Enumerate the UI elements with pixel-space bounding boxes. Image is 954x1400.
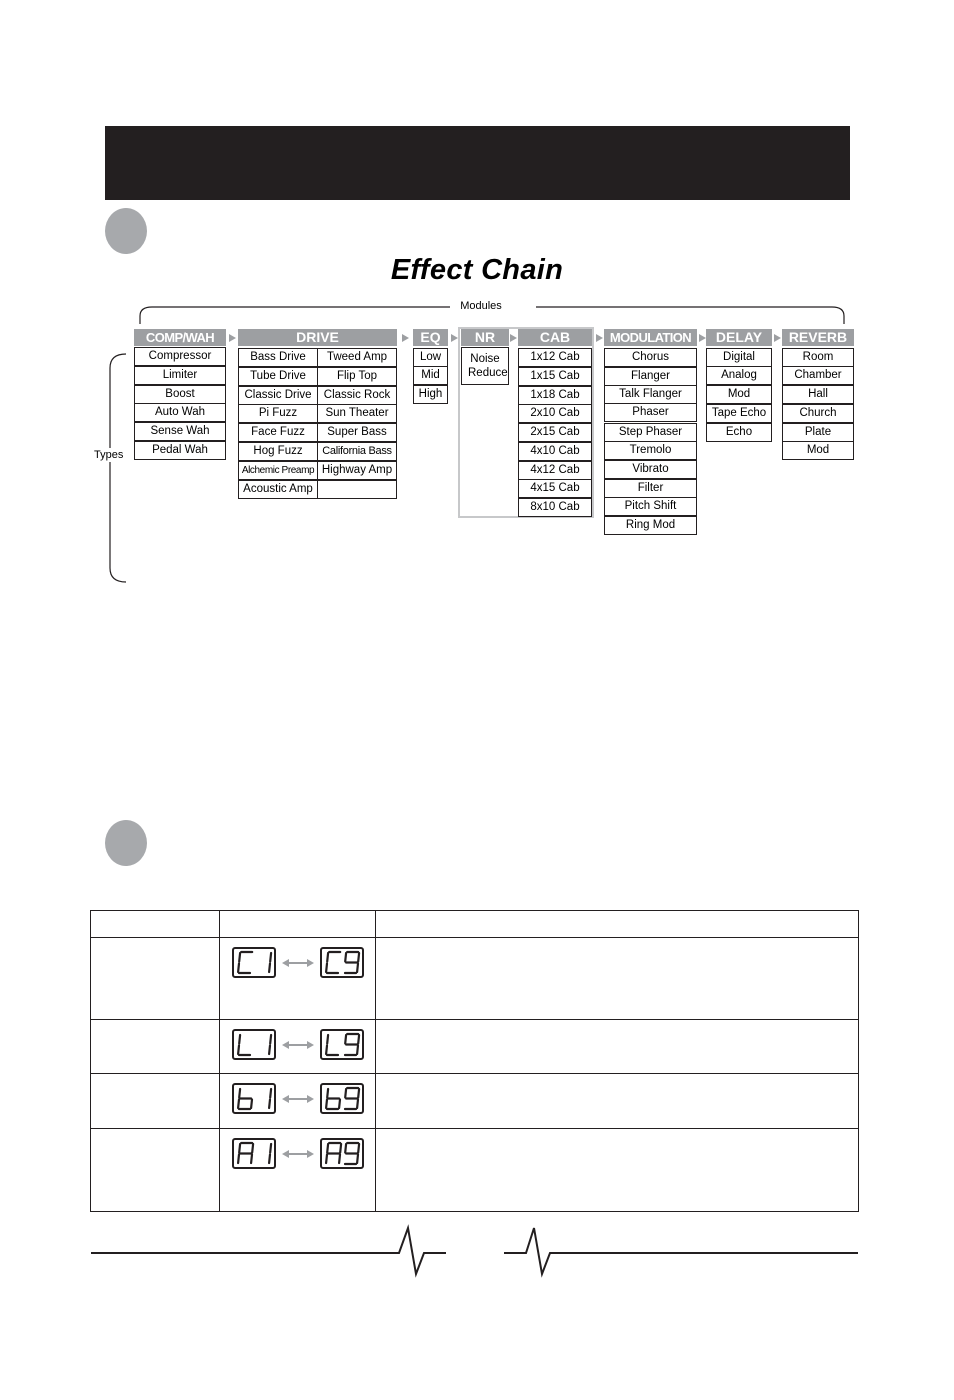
chain-arrow [774,334,781,342]
display-digit-A [238,1143,253,1163]
type-cell: Alchemic Preamp [238,461,318,480]
table-header-cell [91,911,220,938]
type-cell: Bass Drive [238,348,318,367]
section-bullet-1 [105,208,147,254]
type-cell: Auto Wah [134,403,226,422]
type-cell: Ring Mod [604,516,697,535]
type-cell: 1x18 Cab [518,386,592,405]
chain-arrow [596,334,603,342]
display-digit-1 [269,1144,271,1163]
type-cell: Talk Flanger [604,385,697,404]
type-cell: 4x10 Cab [518,442,592,461]
effect-chain-title: Effect Chain [390,254,564,286]
module-header-nr: NR [461,329,509,346]
display-digit-1 [269,953,271,972]
type-cell: Pi Fuzz [238,404,318,423]
type-cell: Filter [604,479,697,498]
type-cell: Pitch Shift [604,497,697,516]
table-cell [376,1129,859,1212]
double-arrow-icon [282,958,314,968]
type-cell: Tape Echo [706,404,772,423]
display-digit-9 [345,1143,359,1164]
led-display-to [320,1138,364,1169]
section-header-bar [105,126,850,200]
table-cell [220,1129,376,1212]
type-cell: Classic Drive [238,386,318,405]
display-digit-b [326,1089,340,1109]
chain-arrow [510,334,517,342]
type-cell: Room [782,348,854,367]
led-display-from [232,1083,276,1114]
type-cell: Flip Top [317,367,397,386]
display-digit-A [326,1143,341,1163]
type-cell: Sense Wah [134,422,226,441]
type-cell: Phaser [604,403,697,422]
table-row [91,1129,859,1212]
types-bracket [106,352,130,586]
section-bullet-2 [105,820,147,866]
module-header-delay: DELAY [706,329,772,346]
type-cell: Mid [413,366,448,385]
type-cell: Chamber [782,366,854,385]
type-cell: Classic Rock [317,386,397,405]
type-cell: Mod [782,441,854,460]
type-cell: Noise Reduce [461,347,509,385]
type-cell: Hog Fuzz [238,442,318,461]
led-display-to [320,1029,364,1060]
type-cell: Face Fuzz [238,423,318,442]
chain-arrow [699,334,706,342]
double-arrow-icon [282,1149,314,1159]
display-digit-L [326,1035,338,1055]
module-header-comp-wah: COMP/WAH [134,329,226,346]
chain-arrow [229,334,236,342]
table-cell [376,1020,859,1074]
type-cell: Pedal Wah [134,441,226,460]
type-cell: Tube Drive [238,367,318,386]
type-cell: Tweed Amp [317,348,397,367]
type-cell: Super Bass [317,423,397,442]
type-cell: California Bass [317,442,397,461]
type-cell: Chorus [604,348,697,367]
table-cell [220,1074,376,1129]
display-digit-1 [269,1089,271,1108]
type-cell [317,480,397,499]
module-header-drive: DRIVE [238,329,397,346]
chain-arrow [451,334,458,342]
led-display-from [232,1029,276,1060]
double-arrow-icon [282,1040,314,1050]
type-cell: 4x12 Cab [518,461,592,480]
display-digit-1 [269,1035,271,1054]
double-arrow-icon [282,1094,314,1104]
module-header-eq: EQ [413,329,448,346]
type-cell: 8x10 Cab [518,498,592,517]
type-cell: 2x10 Cab [518,404,592,423]
table-row [91,1020,859,1074]
display-digit-9 [345,1034,359,1055]
module-header-modulation: MODULATION [604,329,697,346]
type-cell: Echo [706,423,772,442]
type-cell: Hall [782,385,854,404]
module-header-reverb: REVERB [782,329,854,346]
type-cell: Compressor [134,347,226,366]
type-cell: 4x15 Cab [518,479,592,498]
led-display-from [232,1138,276,1169]
type-cell: Boost [134,385,226,404]
type-cell: 2x15 Cab [518,423,592,442]
table-cell [91,1129,220,1212]
led-display-from [232,947,276,978]
type-cell: Plate [782,423,854,442]
table-cell [376,1074,859,1129]
type-cell: Tremolo [604,441,697,460]
display-range [220,1020,375,1060]
table-header-row [91,911,859,938]
type-cell: Mod [706,385,772,404]
display-digit-b [238,1089,252,1109]
display-range [220,1129,375,1169]
type-cell: Vibrato [604,460,697,479]
type-cell: Limiter [134,366,226,385]
display-digit-9 [345,952,359,973]
type-cell: 1x15 Cab [518,367,592,386]
type-cell: Highway Amp [317,461,397,480]
table-cell [220,938,376,1020]
type-cell: Analog [706,366,772,385]
type-cell: 1x12 Cab [518,348,592,367]
display-digit-C [238,952,252,973]
table-header-cell [220,911,376,938]
module-header-cab: CAB [518,329,592,346]
table-header-cell [376,911,859,938]
type-cell: Low [413,348,448,367]
display-digit-9 [345,1088,359,1109]
table-cell [91,1074,220,1129]
type-cell: Church [782,404,854,423]
display-range [220,1074,375,1114]
led-display-to [320,947,364,978]
table-cell [91,1020,220,1074]
display-range [220,938,375,978]
modules-label: Modules [460,300,502,312]
table-cell [91,938,220,1020]
display-range-table [90,910,859,1212]
table-row [91,938,859,1020]
table-row [91,1074,859,1129]
type-cell: Step Phaser [604,423,697,442]
display-digit-L [238,1035,250,1055]
type-cell: Flanger [604,367,697,386]
type-cell: Digital [706,348,772,367]
led-display-to [320,1083,364,1114]
type-cell: High [413,385,448,404]
display-digit-C [326,952,340,973]
types-label: Types [94,449,124,461]
table-cell [220,1020,376,1074]
table-cell [376,938,859,1020]
type-cell: Sun Theater [317,404,397,423]
chain-arrow [402,334,409,342]
type-cell: Acoustic Amp [238,480,318,499]
pulse-line-decoration [90,1222,860,1278]
